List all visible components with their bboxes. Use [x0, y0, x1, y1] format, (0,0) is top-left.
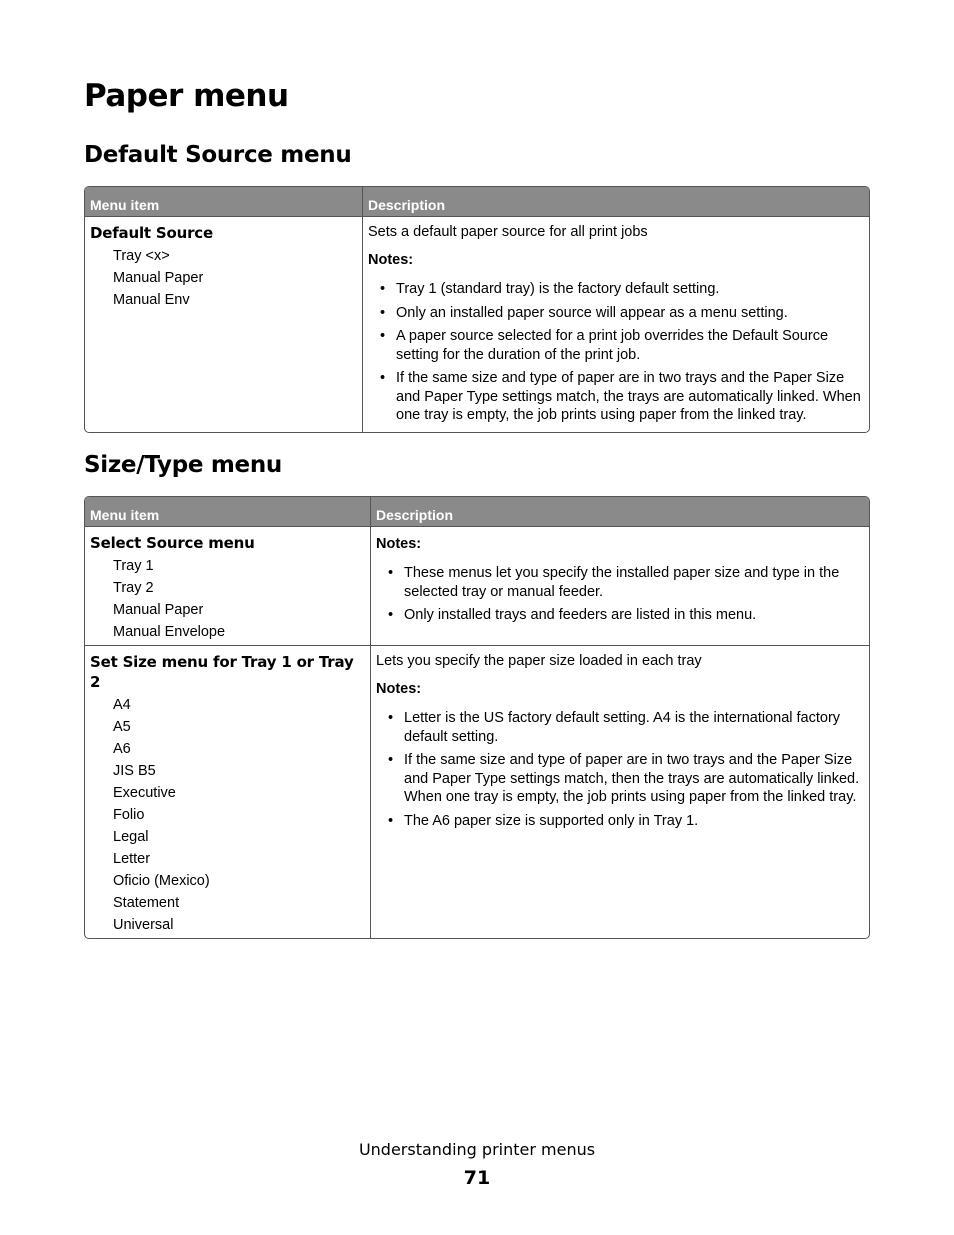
- menu-option: Folio: [113, 807, 145, 823]
- page-number: 71: [463, 1167, 491, 1189]
- menu-option: A5: [113, 719, 131, 735]
- menu-option: Tray <x>: [113, 248, 170, 264]
- column-header-menu-item: Menu item: [85, 497, 370, 526]
- notes-list: [376, 709, 864, 830]
- menu-option: Manual Paper: [113, 602, 204, 618]
- table-row: [85, 645, 869, 938]
- menu-item-title: Set Size menu for Tray 1 or Tray 2: [90, 653, 354, 691]
- size-type-table: [84, 496, 870, 939]
- menu-option: Tray 2: [113, 580, 154, 596]
- note-item: • Letter is the US factory default setting. A4 is the international factory default setting.: [376, 709, 864, 746]
- section-heading-size-type: Size/Type menu: [84, 452, 282, 478]
- menu-option: Manual Paper: [113, 270, 204, 286]
- menu-option: Legal: [113, 829, 149, 845]
- description-text: Lets you specify the paper size loaded in each tray: [376, 653, 702, 669]
- menu-item-cell: [85, 526, 370, 645]
- default-source-table: [84, 186, 870, 433]
- description-cell: [362, 216, 869, 432]
- page-title: Paper menu: [84, 78, 289, 114]
- menu-option: Executive: [113, 785, 176, 801]
- note-item: • Tray 1 (standard tray) is the factory default setting.: [368, 280, 864, 299]
- notes-label: Notes:: [368, 252, 414, 268]
- note-item: • Only an installed paper source will appear as a menu setting.: [368, 304, 864, 323]
- column-header-description: Description: [362, 187, 869, 216]
- note-item: • If the same size and type of paper are in two trays and the Paper Size and Paper Type settings match, then the trays are automatically linked. When one tray is empty, the job prints using paper from the linked tray.: [376, 751, 864, 807]
- column-header-menu-item: Menu item: [85, 187, 362, 216]
- menu-option: Universal: [113, 917, 174, 933]
- note-item: • These menus let you specify the installed paper size and type in the selected tray or manual feeder.: [376, 564, 864, 601]
- note-item: • Only installed trays and feeders are listed in this menu.: [376, 606, 864, 625]
- description-text: Sets a default paper source for all print jobs: [368, 224, 648, 240]
- menu-item-title: Default Source: [90, 224, 213, 242]
- menu-option: Tray 1: [113, 558, 154, 574]
- menu-option: Statement: [113, 895, 180, 911]
- notes-list: [368, 280, 864, 425]
- note-item: • A paper source selected for a print job overrides the Default Source setting for the duration of the print job.: [368, 327, 864, 364]
- notes-label: Notes:: [376, 681, 422, 697]
- table-header-row: [85, 497, 869, 526]
- note-item: • If the same size and type of paper are in two trays and the Paper Size and Paper Type settings match, the trays are automatically linked. When one tray is empty, the job prints using paper from the linked tray.: [368, 369, 864, 425]
- menu-item-title: Select Source menu: [90, 534, 255, 552]
- menu-item-cell: [85, 645, 370, 938]
- table-header-row: [85, 187, 869, 216]
- menu-option: Oficio (Mexico): [113, 873, 210, 889]
- column-header-description: Description: [370, 497, 869, 526]
- menu-option: A4: [113, 697, 131, 713]
- menu-option: A6: [113, 741, 131, 757]
- footer-chapter-title: Understanding printer menus: [358, 1140, 596, 1159]
- menu-option: Manual Env: [113, 292, 190, 308]
- menu-option: Manual Envelope: [113, 624, 226, 640]
- notes-label: Notes:: [376, 536, 422, 552]
- notes-list: [376, 564, 864, 625]
- description-cell: [370, 645, 869, 938]
- menu-option: JIS B5: [113, 763, 156, 779]
- section-heading-default-source: Default Source menu: [84, 142, 352, 168]
- menu-option: Letter: [113, 851, 151, 867]
- description-cell: [370, 526, 869, 645]
- note-item: • The A6 paper size is supported only in Tray 1.: [376, 812, 864, 831]
- table-row: [85, 216, 869, 432]
- table-row: [85, 526, 869, 645]
- menu-item-cell: [85, 216, 362, 432]
